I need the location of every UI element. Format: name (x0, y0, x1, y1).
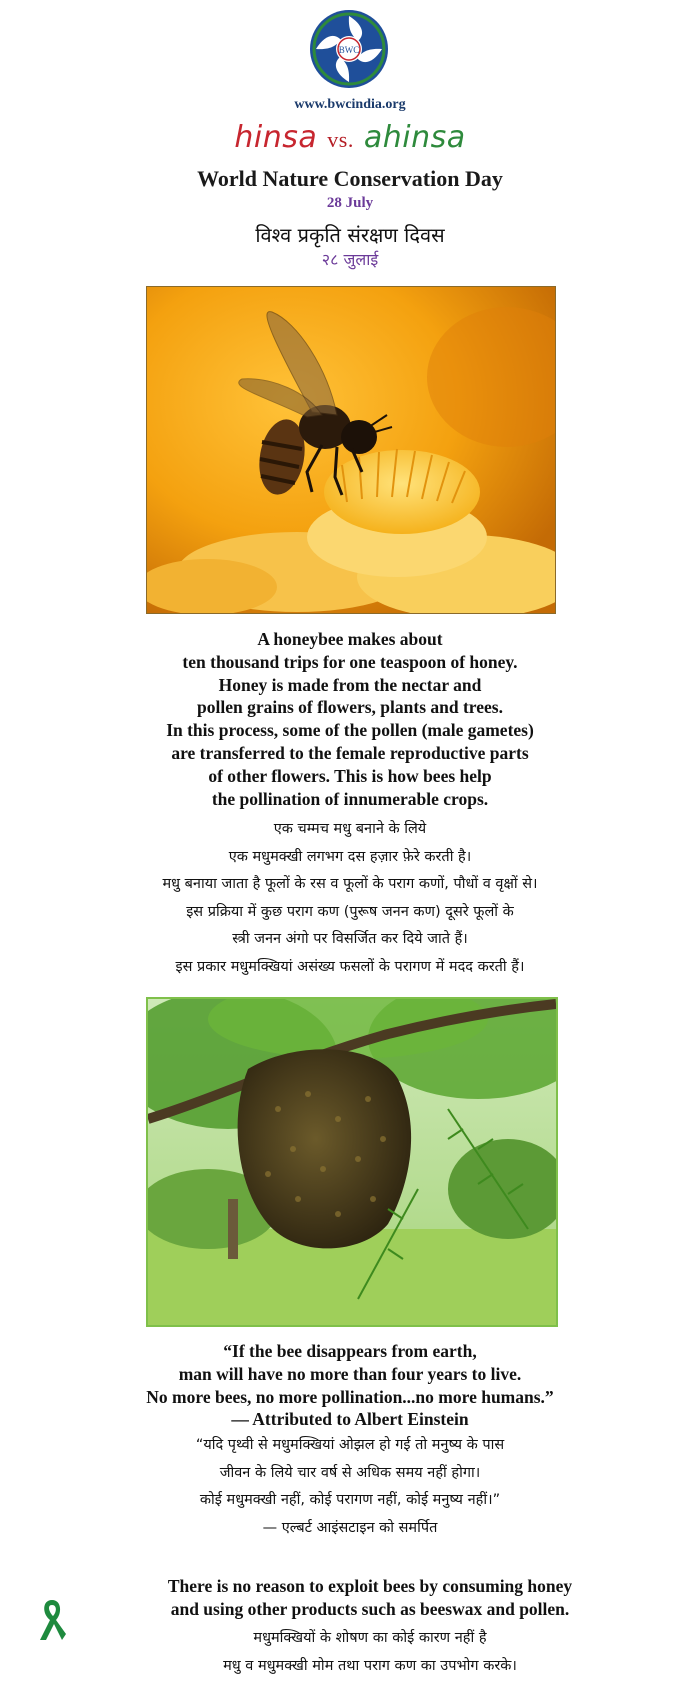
brand-vs: vs. (327, 127, 354, 152)
text-line: There is no reason to exploit bees by consuming honey (167, 1576, 573, 1596)
closing-message-hindi (70, 1625, 670, 1680)
text-line: इस प्रक्रिया में कुछ पराग कण (पुरूष जनन कण) दूसरे फूलों के (186, 903, 514, 920)
text-line: मधु व मधुमक्खी मोम तथा पराग कण का उपभोग करके। (223, 1657, 517, 1674)
text-line: of other flowers. This is how bees help (208, 765, 492, 786)
quote-line: कोई मधुमक्खी नहीं, कोई परागण नहीं, कोई मनुष्य नहीं।” (199, 1492, 501, 1508)
honeybee-photo (146, 286, 556, 614)
closing-message-english (70, 1575, 670, 1621)
text-line: and using other products such as beeswax and pollen. (170, 1598, 570, 1619)
text-line: the pollination of innumerable crops. (211, 788, 489, 809)
text-line: मधु बनाया जाता है फूलों के रस व फूलों के पराग कणों, पौधों व वृक्षों से। (162, 876, 538, 892)
text-line: एक मधुमक्खी लगभग दस हज़ार फ़ेरे करती है। (228, 848, 472, 865)
text-line: ten thousand trips for one teaspoon of honey. (182, 651, 518, 672)
text-line: इस प्रकार मधुमक्खियां असंख्य फसलों के परागण में मदद करती हैं। (175, 958, 525, 975)
page-title: World Nature Conservation Day (197, 166, 503, 191)
honeybee-facts-english (60, 628, 640, 810)
awareness-ribbon-icon (38, 1598, 66, 1642)
text-line: pollen grains of flowers, plants and trees. (197, 697, 503, 718)
quote-attribution: — Attributed to Albert Einstein (231, 1409, 469, 1430)
brand-wordmark (0, 120, 700, 155)
site-url[interactable]: www.bwcindia.org (294, 97, 406, 112)
bee-swarm-photo (146, 997, 558, 1327)
text-line: are transferred to the female reproductive parts (171, 742, 529, 763)
text-line: In this process, some of the pollen (male gametes) (166, 720, 534, 741)
text-line: Honey is made from the nectar and (218, 674, 482, 695)
text-line: मधुमक्खियों के शोषण का कोई कारण नहीं है (253, 1630, 487, 1646)
bwc-logo (308, 8, 390, 90)
einstein-quote-english (60, 1340, 640, 1431)
text-line: एक चम्मच मधु बनाने के लिये (273, 821, 427, 837)
logo-text: BWC (338, 45, 360, 55)
date-hindi: २८ जुलाई (321, 250, 379, 269)
quote-line: जीवन के लिये चार वर्ष से अधिक समय नहीं होगा। (219, 1464, 481, 1481)
brand-hinsa: hinsa (234, 120, 318, 155)
quote-line: man will have no more than four years to live. (178, 1363, 522, 1384)
page-title-hindi: विश्व प्रकृति संरक्षण दिवस (255, 223, 445, 247)
quote-attribution: — एल्बर्ट आइंसटाइन को समर्पित (262, 1519, 438, 1536)
brand-ahinsa: ahinsa (363, 120, 466, 155)
quote-line: No more bees, no more pollination...no more humans.” (146, 1386, 554, 1407)
quote-line: “यदि पृथ्वी से मधुमक्खियां ओझल हो गई तो मनुष्य के पास (195, 1437, 505, 1453)
text-line: स्त्री जनन अंगो पर विसर्जित कर दिये जाते हैं। (232, 931, 468, 947)
honeybee-facts-hindi (60, 816, 640, 981)
date-english: 28 July (326, 195, 374, 211)
quote-line: “If the bee disappears from earth, (223, 1341, 477, 1361)
text-line: A honeybee makes about (257, 629, 443, 649)
einstein-quote-hindi (60, 1432, 640, 1542)
